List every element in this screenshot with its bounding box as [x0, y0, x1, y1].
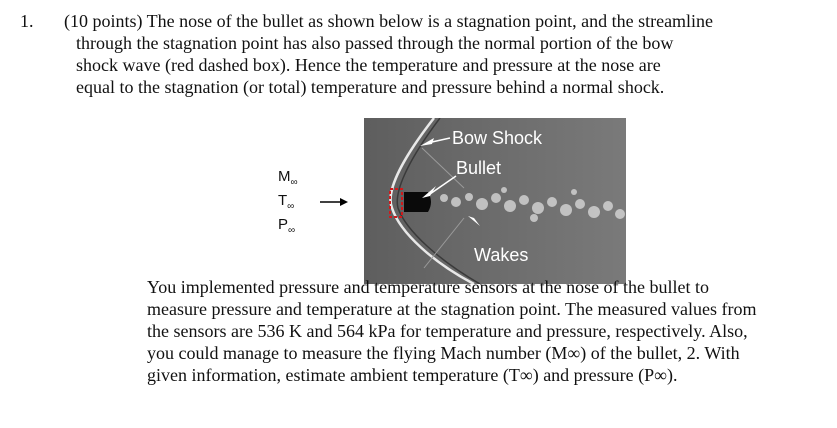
pressure-label: $P_\infty$ [278, 216, 296, 236]
intro-line: equal to the stagnation (or total) temperature and pressure behind a normal shock. [76, 77, 665, 97]
bullet-label: Bullet [456, 158, 502, 178]
problem-body [147, 276, 756, 386]
bow-shock-label: Bow Shock [452, 128, 543, 148]
intro-line: through the stagnation point has also passed through the normal portion of the bow [76, 33, 674, 53]
bullet-figure [268, 118, 628, 284]
body-line: the sensors are 536 K and 564 kPa for temperature and pressure, respectively. Also, [147, 321, 748, 341]
temperature-label: $T_\infty$ [278, 192, 295, 212]
intro-line: (10 points) The nose of the bullet as shown below is a stagnation point, and the streamline [64, 11, 714, 31]
body-line: you could manage to measure the flying Mach number (M∞) of the bullet, 2. With [147, 343, 740, 363]
body-line: measure pressure and temperature at the stagnation point. The measured values from [147, 299, 757, 319]
body-line: given information, estimate ambient temperature (T∞) and pressure (P∞). [147, 365, 678, 385]
wakes-label: Wakes [474, 245, 529, 265]
problem-number: 1. [20, 11, 34, 31]
freestream-labels [278, 168, 298, 240]
body-line: You implemented pressure and temperature sensors at the nose of the bullet to [147, 277, 710, 297]
intro-line: shock wave (red dashed box). Hence the temperature and pressure at the nose are [76, 55, 661, 75]
problem-intro [64, 10, 714, 98]
schlieren-photo [364, 118, 626, 284]
freestream-arrow-icon [320, 197, 348, 207]
mach-label: $M_\infty$ [278, 168, 298, 188]
